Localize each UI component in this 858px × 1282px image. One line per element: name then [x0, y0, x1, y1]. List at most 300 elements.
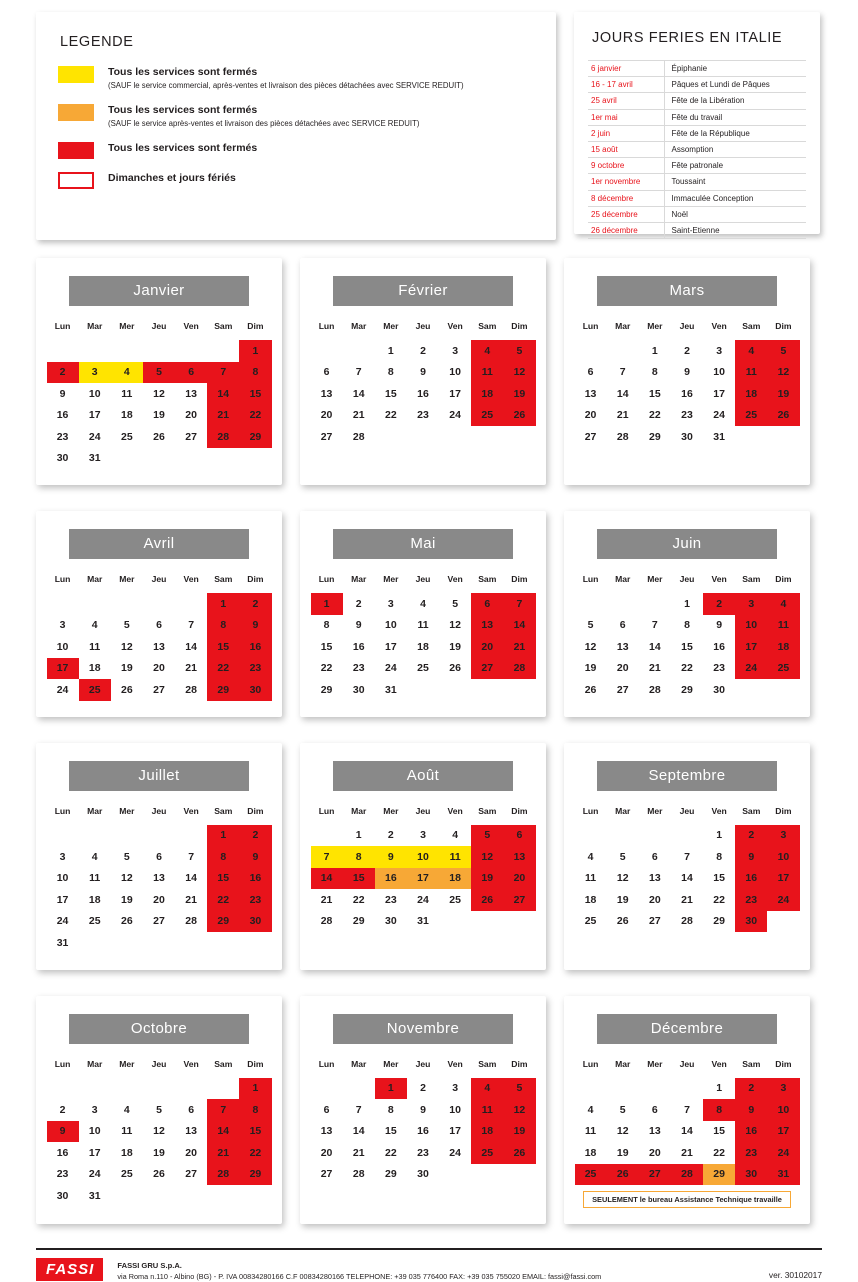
- day-cell: 17: [407, 868, 439, 890]
- empty-cell: [111, 932, 143, 954]
- day-cell: 1: [639, 340, 671, 362]
- weekday-label: Sam: [478, 574, 497, 584]
- day-cell: 16: [239, 636, 271, 658]
- day-cell: 18: [767, 636, 799, 658]
- empty-cell: [143, 1185, 175, 1207]
- day-cell: 23: [735, 889, 767, 911]
- day-cell: 23: [375, 889, 407, 911]
- day-cell: 17: [79, 405, 111, 427]
- holiday-date: 2 juin: [588, 125, 664, 141]
- legend-item: [58, 66, 532, 91]
- day-cell: 10: [375, 615, 407, 637]
- day-cell: 6: [471, 593, 503, 615]
- weekday-label: Dim: [247, 321, 264, 331]
- day-cell: 5: [143, 1099, 175, 1121]
- day-cell: 9: [239, 846, 271, 868]
- day-cell: 15: [207, 868, 239, 890]
- week-row: [311, 405, 536, 427]
- week-row: [47, 593, 272, 615]
- day-cell: 8: [343, 846, 375, 868]
- week-row: [575, 679, 800, 701]
- empty-cell: [735, 679, 767, 701]
- day-cell: 14: [207, 383, 239, 405]
- day-cell: 8: [207, 615, 239, 637]
- weekday-label: Lun: [54, 1058, 71, 1069]
- day-cell: 25: [79, 679, 111, 701]
- day-cell: 8: [311, 615, 343, 637]
- holiday-row: [588, 206, 806, 222]
- day-cell: 16: [671, 383, 703, 405]
- day-cell: 23: [671, 405, 703, 427]
- month-card: [300, 996, 546, 1225]
- week-row: [47, 658, 272, 680]
- weekday-label: Mer: [383, 1058, 399, 1069]
- week-row: [47, 932, 272, 954]
- day-cell: 14: [207, 1121, 239, 1143]
- day-cell: 21: [503, 636, 535, 658]
- day-cell: 30: [239, 911, 271, 933]
- weekday-label: Mar: [351, 321, 367, 331]
- holiday-row: [588, 125, 806, 141]
- empty-cell: [503, 911, 535, 933]
- day-cell: 9: [671, 362, 703, 384]
- day-cell: 30: [703, 679, 735, 701]
- day-cell: 5: [503, 1078, 535, 1100]
- day-cell: 10: [47, 868, 79, 890]
- month-row: [36, 511, 822, 742]
- week-row: [47, 868, 272, 890]
- day-cell: 9: [47, 1121, 79, 1143]
- empty-cell: [47, 593, 79, 615]
- empty-cell: [343, 1078, 375, 1100]
- day-cell: 15: [375, 1121, 407, 1143]
- day-cell: 25: [111, 426, 143, 448]
- empty-cell: [607, 593, 639, 615]
- day-cell: 2: [375, 825, 407, 847]
- day-cell: 28: [175, 911, 207, 933]
- empty-cell: [207, 932, 239, 954]
- week-row: [311, 1121, 536, 1143]
- week-row: [47, 1099, 272, 1121]
- week-row: [311, 911, 536, 933]
- day-cell: 13: [503, 846, 535, 868]
- day-cell: 26: [503, 405, 535, 427]
- day-cell: 5: [607, 846, 639, 868]
- day-cell: 4: [471, 340, 503, 362]
- address-line: via Roma n.110 - Albino (BG) - P. IVA 00834280166 C.F 00834280166 TELEPHONE: +39 035 776400 FAX: +39 035 755020 EMAIL: fassi@fassi.com: [117, 1272, 602, 1281]
- day-cell: 1: [207, 593, 239, 615]
- day-cell: 10: [47, 636, 79, 658]
- week-row: [575, 593, 800, 615]
- day-cell: 9: [735, 846, 767, 868]
- day-cell: 21: [343, 1142, 375, 1164]
- day-cell: 9: [343, 615, 375, 637]
- day-cell: 20: [471, 636, 503, 658]
- weekday-label: Dim: [511, 574, 528, 584]
- weekday-label: Dim: [247, 1058, 264, 1069]
- day-cell: 20: [575, 405, 607, 427]
- weekday-label: Sam: [742, 574, 761, 584]
- week-row: [575, 362, 800, 384]
- empty-cell: [607, 340, 639, 362]
- day-cell: 22: [207, 889, 239, 911]
- day-cell: 6: [311, 362, 343, 384]
- day-cell: 20: [639, 1142, 671, 1164]
- empty-cell: [143, 1078, 175, 1100]
- day-cell: 16: [47, 405, 79, 427]
- day-cell: 28: [671, 911, 703, 933]
- weekday-label: Mer: [383, 321, 399, 331]
- day-cell: 12: [111, 868, 143, 890]
- day-cell: 11: [79, 636, 111, 658]
- weekday-label: Dim: [775, 1058, 792, 1069]
- day-cell: 30: [343, 679, 375, 701]
- month-card: [564, 258, 810, 485]
- week-row: [47, 1142, 272, 1164]
- day-cell: 7: [671, 1099, 703, 1121]
- weekday-label: Lun: [582, 1058, 599, 1069]
- empty-cell: [47, 340, 79, 362]
- week-row: [311, 1099, 536, 1121]
- day-cell: 17: [375, 636, 407, 658]
- holiday-date: 9 octobre: [588, 158, 664, 174]
- day-cell: 19: [575, 658, 607, 680]
- day-cell: 12: [143, 1121, 175, 1143]
- day-cell: 16: [735, 1121, 767, 1143]
- day-cell: 17: [47, 889, 79, 911]
- day-cell: 4: [575, 1099, 607, 1121]
- day-cell: 27: [311, 426, 343, 448]
- week-row: [47, 1164, 272, 1186]
- day-cell: 26: [575, 679, 607, 701]
- weekday-label: Mer: [647, 1058, 663, 1069]
- day-cell: 12: [607, 868, 639, 890]
- holiday-name: Toussaint: [664, 174, 806, 190]
- day-cell: 21: [311, 889, 343, 911]
- day-cell: 14: [671, 1121, 703, 1143]
- day-cell: 8: [375, 1099, 407, 1121]
- week-row: [311, 615, 536, 637]
- day-cell: 29: [239, 426, 271, 448]
- week-row: [575, 1099, 800, 1121]
- empty-cell: [175, 448, 207, 470]
- holiday-date: 25 avril: [588, 93, 664, 109]
- weekday-label: Mar: [87, 321, 103, 331]
- day-cell: 7: [503, 593, 535, 615]
- legend-color-swatch: [58, 66, 94, 83]
- day-cell: 23: [407, 1142, 439, 1164]
- day-cell: 18: [575, 889, 607, 911]
- empty-cell: [439, 911, 471, 933]
- day-cell: 26: [767, 405, 799, 427]
- week-row: [575, 1121, 800, 1143]
- weekday-label: Mar: [87, 574, 103, 584]
- month-grid: [311, 1056, 536, 1186]
- holiday-date: 26 décembre: [588, 222, 664, 238]
- month-grid: [47, 571, 272, 701]
- day-cell: 28: [671, 1164, 703, 1186]
- month-title: Novembre: [333, 1014, 513, 1044]
- day-cell: 16: [375, 868, 407, 890]
- week-row: [311, 846, 536, 868]
- weekday-label: Mar: [615, 805, 631, 816]
- day-cell: 20: [311, 1142, 343, 1164]
- legend-color-swatch: [58, 142, 94, 159]
- weekday-label: Lun: [582, 805, 599, 816]
- day-cell: 28: [503, 658, 535, 680]
- empty-cell: [111, 340, 143, 362]
- day-cell: 26: [607, 1164, 639, 1186]
- day-cell: 3: [767, 1078, 799, 1100]
- day-cell: 13: [175, 383, 207, 405]
- weekday-label: Mer: [119, 574, 135, 584]
- weekday-label: Jeu: [415, 321, 431, 331]
- day-cell: 3: [407, 825, 439, 847]
- day-cell: 27: [143, 911, 175, 933]
- day-cell: 1: [375, 1078, 407, 1100]
- month-grid: [311, 318, 536, 448]
- day-cell: 1: [239, 1078, 271, 1100]
- day-cell: 4: [79, 846, 111, 868]
- empty-cell: [111, 825, 143, 847]
- day-cell: 5: [767, 340, 799, 362]
- day-cell: 16: [343, 636, 375, 658]
- day-cell: 22: [375, 1142, 407, 1164]
- day-cell: 13: [607, 636, 639, 658]
- day-cell: 17: [439, 383, 471, 405]
- months-container: [0, 240, 858, 1249]
- day-cell: 18: [79, 889, 111, 911]
- day-cell: 9: [735, 1099, 767, 1121]
- day-cell: 2: [671, 340, 703, 362]
- day-cell: 13: [175, 1121, 207, 1143]
- legend-item-note: (SAUF le service commercial, après-ventes et livraison des pièces détachées avec SERVICE REDUIT): [108, 81, 464, 90]
- day-cell: 19: [111, 889, 143, 911]
- empty-cell: [639, 1078, 671, 1100]
- day-cell: 28: [207, 1164, 239, 1186]
- holiday-name: Immaculée Conception: [664, 190, 806, 206]
- day-cell: 1: [671, 593, 703, 615]
- day-cell: 4: [111, 1099, 143, 1121]
- day-cell: 17: [767, 868, 799, 890]
- day-cell: 4: [735, 340, 767, 362]
- empty-cell: [311, 1078, 343, 1100]
- weekday-label: Ven: [711, 321, 727, 331]
- legend-text-block: [108, 104, 419, 129]
- month-grid: [575, 1056, 800, 1186]
- day-cell: 25: [471, 1142, 503, 1164]
- day-cell: 8: [703, 1099, 735, 1121]
- day-cell: 10: [407, 846, 439, 868]
- day-cell: 25: [575, 911, 607, 933]
- day-cell: 12: [143, 383, 175, 405]
- weekday-header-row: [311, 318, 536, 340]
- day-cell: 23: [703, 658, 735, 680]
- month-card: [36, 258, 282, 485]
- day-cell: 5: [439, 593, 471, 615]
- day-cell: 24: [439, 405, 471, 427]
- day-cell: 6: [175, 1099, 207, 1121]
- day-cell: 29: [703, 1164, 735, 1186]
- legend-item-note: (SAUF le service après-ventes et livraison des pièces détachées avec SERVICE REDUIT): [108, 119, 420, 128]
- weekday-header-row: [47, 318, 272, 340]
- day-cell: 7: [175, 846, 207, 868]
- day-cell: 3: [439, 1078, 471, 1100]
- day-cell: 6: [503, 825, 535, 847]
- footer: [0, 1248, 858, 1282]
- day-cell: 6: [639, 846, 671, 868]
- empty-cell: [175, 340, 207, 362]
- empty-cell: [343, 340, 375, 362]
- month-grid: [47, 318, 272, 469]
- day-cell: 12: [503, 1099, 535, 1121]
- week-row: [575, 1078, 800, 1100]
- day-cell: 17: [47, 658, 79, 680]
- week-row: [575, 405, 800, 427]
- day-cell: 18: [735, 383, 767, 405]
- holiday-row: [588, 190, 806, 206]
- weekday-label: Mer: [383, 574, 399, 584]
- empty-cell: [47, 1078, 79, 1100]
- weekday-label: Mar: [615, 321, 631, 331]
- month-card: [564, 743, 810, 970]
- day-cell: 29: [639, 426, 671, 448]
- holiday-row: [588, 222, 806, 238]
- day-cell: 9: [239, 615, 271, 637]
- weekday-label: Sam: [214, 1058, 233, 1069]
- empty-cell: [439, 1164, 471, 1186]
- day-cell: 13: [311, 383, 343, 405]
- empty-cell: [111, 448, 143, 470]
- week-row: [47, 889, 272, 911]
- day-cell: 10: [439, 362, 471, 384]
- day-cell: 15: [703, 868, 735, 890]
- weekday-label: Mar: [615, 574, 631, 584]
- holidays-title: JOURS FERIES EN ITALIE: [592, 30, 783, 46]
- day-cell: 30: [671, 426, 703, 448]
- week-row: [575, 636, 800, 658]
- day-cell: 24: [703, 405, 735, 427]
- day-cell: 11: [439, 846, 471, 868]
- weekday-label: Sam: [214, 805, 233, 816]
- day-cell: 22: [239, 405, 271, 427]
- day-cell: 28: [207, 426, 239, 448]
- day-cell: 1: [311, 593, 343, 615]
- holiday-name: Pâques et Lundi de Pâques: [664, 77, 806, 93]
- empty-cell: [439, 679, 471, 701]
- company-name: FASSI GRU S.p.A.: [117, 1261, 182, 1270]
- day-cell: 6: [311, 1099, 343, 1121]
- day-cell: 2: [47, 362, 79, 384]
- empty-cell: [79, 593, 111, 615]
- holiday-date: 8 décembre: [588, 190, 664, 206]
- day-cell: 28: [311, 911, 343, 933]
- legend-title: LEGENDE: [60, 34, 134, 50]
- week-row: [311, 1142, 536, 1164]
- month-card: [564, 511, 810, 717]
- day-cell: 24: [767, 889, 799, 911]
- holiday-row: [588, 174, 806, 190]
- week-row: [311, 658, 536, 680]
- week-row: [47, 825, 272, 847]
- empty-cell: [175, 593, 207, 615]
- day-cell: 13: [639, 868, 671, 890]
- holiday-date: 6 janvier: [588, 61, 664, 77]
- week-row: [311, 340, 536, 362]
- weekday-label: Lun: [318, 574, 335, 584]
- day-cell: 14: [175, 868, 207, 890]
- day-cell: 16: [47, 1142, 79, 1164]
- weekday-header-row: [47, 803, 272, 825]
- week-row: [311, 593, 536, 615]
- weekday-label: Ven: [183, 574, 199, 584]
- weekday-label: Dim: [247, 805, 264, 816]
- weekday-label: Ven: [447, 805, 463, 816]
- week-row: [575, 846, 800, 868]
- month-card: [36, 996, 282, 1225]
- day-cell: 24: [407, 889, 439, 911]
- day-cell: 31: [407, 911, 439, 933]
- empty-cell: [175, 825, 207, 847]
- weekday-label: Jeu: [679, 1058, 695, 1069]
- day-cell: 9: [407, 1099, 439, 1121]
- day-cell: 21: [175, 889, 207, 911]
- holiday-name: Fête de la République: [664, 125, 806, 141]
- empty-cell: [575, 1078, 607, 1100]
- day-cell: 20: [175, 405, 207, 427]
- legend-item-label: Tous les services sont fermés: [108, 142, 258, 154]
- week-row: [575, 1142, 800, 1164]
- month-note: SEULEMENT le bureau Assistance Technique travaille: [583, 1191, 791, 1208]
- holidays-panel: [574, 12, 820, 234]
- day-cell: 22: [639, 405, 671, 427]
- month-row: [36, 743, 822, 995]
- legend-item: [58, 172, 532, 189]
- weekday-label: Dim: [775, 321, 792, 331]
- week-row: [575, 658, 800, 680]
- day-cell: 2: [407, 1078, 439, 1100]
- empty-cell: [471, 679, 503, 701]
- day-cell: 3: [47, 615, 79, 637]
- day-cell: 31: [79, 1185, 111, 1207]
- day-cell: 20: [143, 658, 175, 680]
- day-cell: 21: [671, 1142, 703, 1164]
- day-cell: 15: [639, 383, 671, 405]
- day-cell: 15: [311, 636, 343, 658]
- weekday-label: Mar: [351, 1058, 367, 1069]
- empty-cell: [143, 448, 175, 470]
- weekday-label: Lun: [318, 805, 335, 816]
- day-cell: 4: [407, 593, 439, 615]
- day-cell: 10: [735, 615, 767, 637]
- day-cell: 27: [607, 679, 639, 701]
- day-cell: 31: [79, 448, 111, 470]
- day-cell: 23: [343, 658, 375, 680]
- weekday-label: Ven: [447, 1058, 463, 1069]
- day-cell: 7: [207, 1099, 239, 1121]
- day-cell: 15: [375, 383, 407, 405]
- weekday-label: Sam: [214, 321, 233, 331]
- weekday-label: Mer: [647, 805, 663, 816]
- day-cell: 1: [239, 340, 271, 362]
- empty-cell: [143, 932, 175, 954]
- day-cell: 16: [735, 868, 767, 890]
- day-cell: 1: [375, 340, 407, 362]
- week-row: [47, 405, 272, 427]
- day-cell: 19: [439, 636, 471, 658]
- day-cell: 11: [575, 1121, 607, 1143]
- day-cell: 17: [703, 383, 735, 405]
